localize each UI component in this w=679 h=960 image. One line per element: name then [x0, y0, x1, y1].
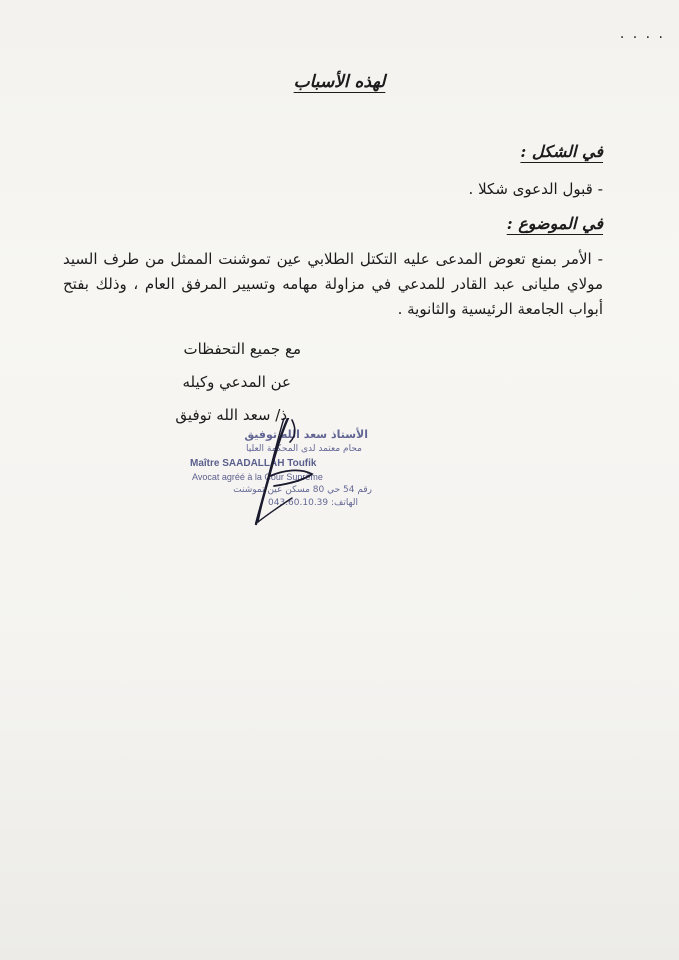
heading-text: لهذه الأسباب: [293, 72, 386, 92]
stamp-line-2: محام معتمد لدى المحكمة العليا: [246, 444, 362, 454]
document-heading: [0, 72, 679, 92]
form-section-item: - قبول الدعوى شكلا .: [468, 180, 603, 198]
stamp-line-3: Maître SAADALLAH Toufik: [190, 458, 317, 469]
subject-section-heading: في الموضوع :: [506, 214, 603, 233]
stamp-line-4: Avocat agréé à la Cour Suprême: [192, 472, 323, 482]
lawyer-stamp: [188, 418, 388, 528]
closing-lawyer-name: ذ/ سعد الله توفيق: [175, 406, 287, 424]
stamp-line-1: الأستاذ سعد الله توفيق: [244, 428, 368, 441]
form-section-heading: في الشكل :: [520, 142, 603, 161]
corner-mark: . . . .: [619, 26, 665, 42]
closing-regards: مع جميع التحفظات: [183, 340, 301, 358]
handwritten-signature: [188, 418, 388, 528]
stamp-line-5: رقم 54 حي 80 مسكن عين تموشنت: [233, 485, 372, 495]
subject-paragraph: - الأمر بمنع تعوض المدعى عليه التكتل الطلابي عين تموشنت الممثل من طرف السيد مولاي مليانى عبد القادر للمدعي في مزاولة مهامه وتسيير المرفق العام ، وذلك بفتح أبواب الجامعة الرئيسية والثانوية .: [63, 250, 603, 318]
stamp-line-6: الهاتف: 043.60.10.39: [268, 498, 358, 508]
closing-on-behalf: عن المدعي وكيله: [182, 373, 291, 391]
